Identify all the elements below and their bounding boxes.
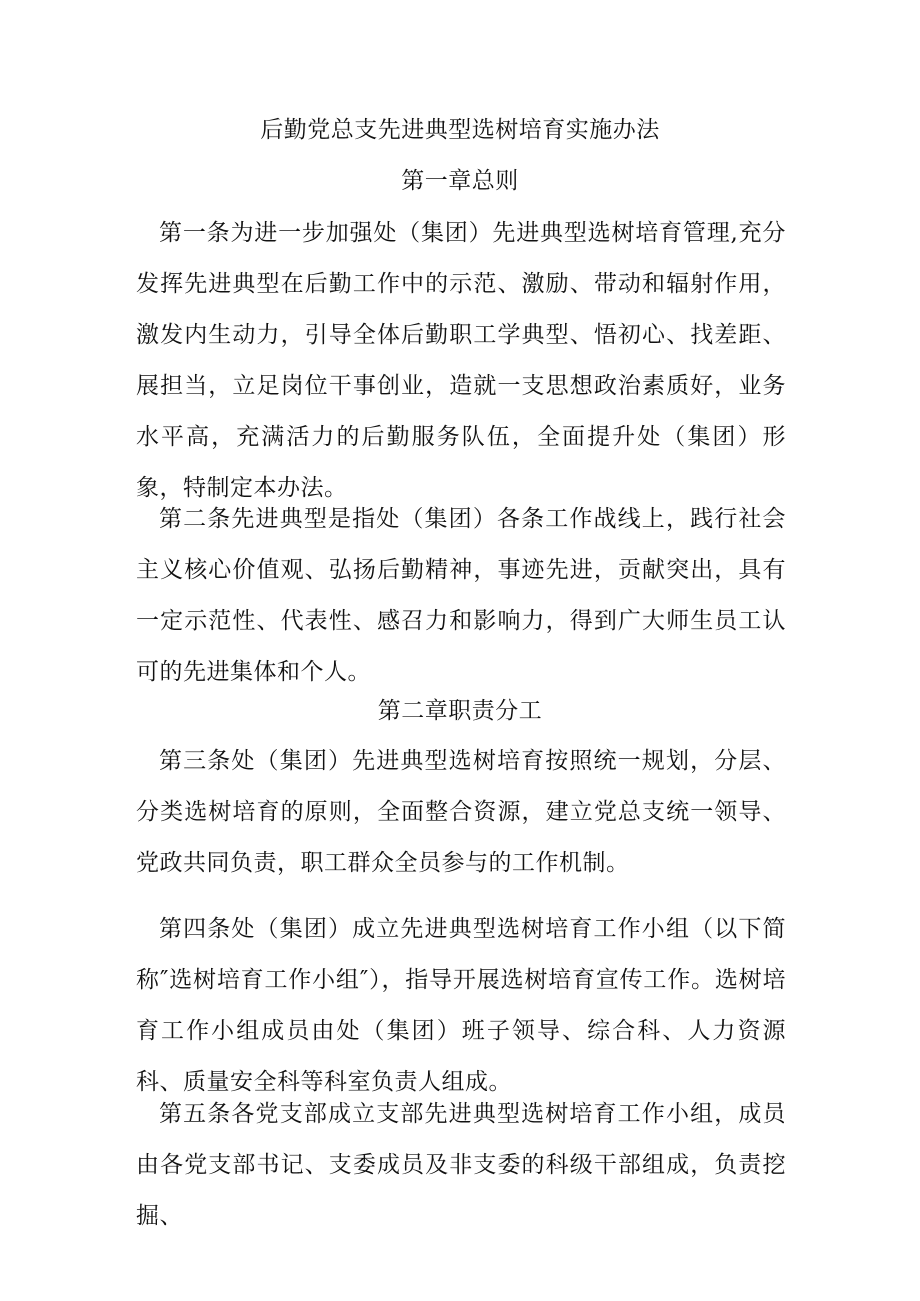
article-5: 第五条各党支部成立支部先进典型选树培育工作小组，成员由各党支部书记、支委成员及非支委的科级干部组成，负责挖掘、 xyxy=(136,1101,786,1229)
article-3: 第三条处（集团）先进典型选树培育按照统一规划，分层、分类选树培育的原则，全面整合资源，建立党总支统一领导、党政共同负责，职工群众全员参与的工作机制。 xyxy=(136,748,786,876)
chapter-heading-2: 第二章职责分工 xyxy=(377,698,543,724)
document-title: 后勤党总支先进典型选树培育实施办法 xyxy=(260,117,660,143)
article-4: 第四条处（集团）成立先进典型选树培育工作小组（以下简称″选树培育工作小组″），指导开展选树培育宣传工作。选树培育工作小组成员由处（集团）班子领导、综合科、人力资源科、质量安全科等科室负责人组成。 xyxy=(136,916,786,1095)
article-1: 第一条为进一步加强处（集团）先进典型选树培育管理,充分发挥先进典型在后勤工作中的示范、激励、带动和辐射作用，激发内生动力，引导全体后勤职工学典型、悟初心、找差距、展担当，立足岗位干事创业，造就一支思想政治素质好，业务水平高，充满活力的后勤服务队伍，全面提升处（集团）形象，特制定本办法。 xyxy=(136,220,786,501)
article-2: 第二条先进典型是指处（集团）各条工作战线上，践行社会主义核心价值观、弘扬后勤精神，事迹先进，贡献突出，具有一定示范性、代表性、感召力和影响力，得到广大师生员工认可的先进集体和个人。 xyxy=(136,506,786,685)
chapter-heading-1: 第一章总则 xyxy=(401,168,519,194)
